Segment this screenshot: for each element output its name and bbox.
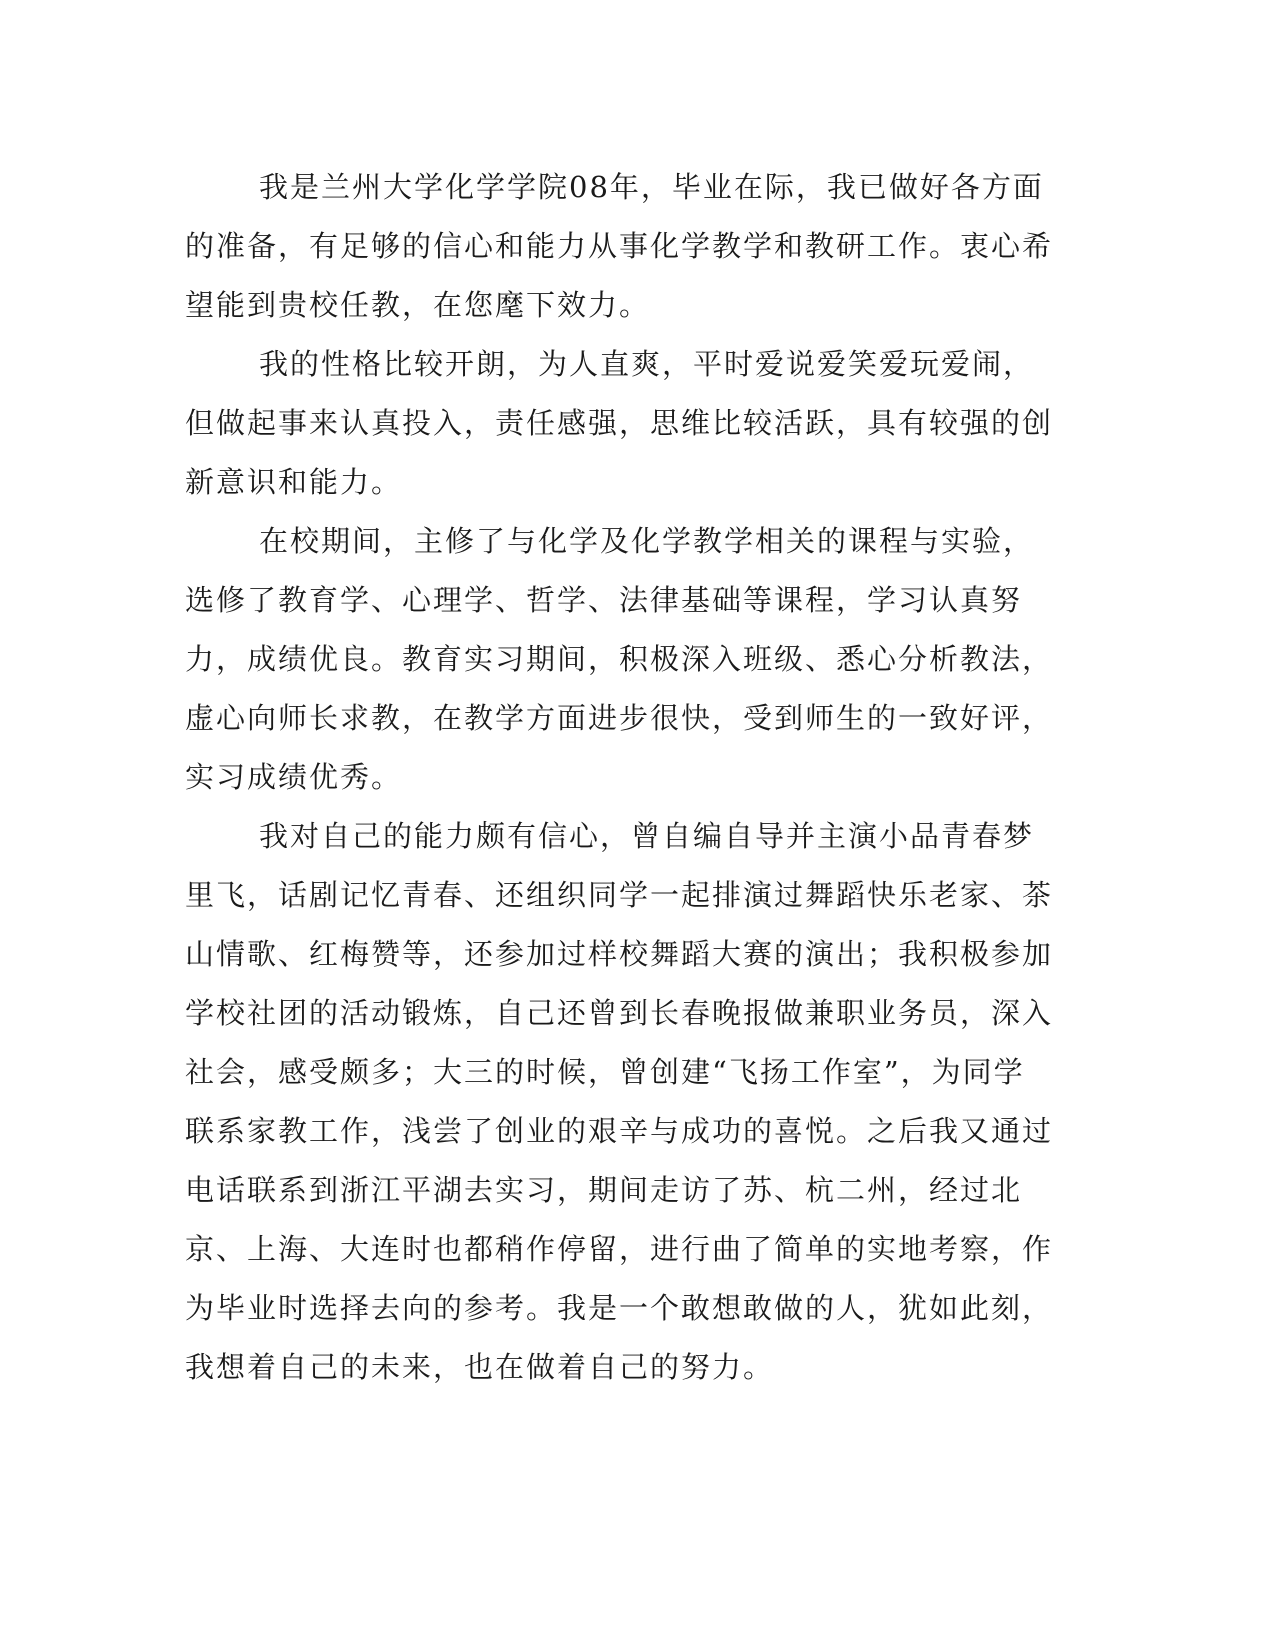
document-body [185,158,1055,1397]
paragraph-studies: 在校期间，主修了与化学及化学教学相关的课程与实验，选修了教育学、心理学、哲学、法律基础等课程，学习认真努力，成绩优良。教育实习期间，积极深入班级、悉心分析教法，虚心向师长求教，在教学方面进步很快，受到师生的一致好评，实习成绩优秀。 [185,524,1054,794]
paragraph-personality: 我的性格比较开朗，为人直爽，平时爱说爱笑爱玩爱闹，但做起事来认真投入，责任感强，思维比较活跃，具有较强的创新意识和能力。 [185,347,1054,499]
paragraph-activities: 我对自己的能力颇有信心，曾自编自导并主演小品青春梦里飞，话剧记忆青春、还组织同学一起排演过舞蹈快乐老家、茶山情歌、红梅赞等，还参加过样校舞蹈大赛的演出；我积极参加学校社团的活动锻炼，自己还曾到长春晚报做兼职业务员，深入社会，感受颇多；大三的时候，曾创建“飞扬工作室”，为同学联系家教工作，浅尝了创业的艰辛与成功的喜悦。之后我又通过电话联系到浙江平湖去实习，期间走访了苏、杭二州，经过北京、上海、大连时也都稍作停留，进行曲了简单的实地考察，作为毕业时选择去向的参考。我是一个敢想敢做的人，犹如此刻，我想着自己的未来，也在做着自己的努力。 [185,819,1054,1384]
paragraph-intro: 我是兰州大学化学学院08年，毕业在际，我已做好各方面的准备，有足够的信心和能力从事化学教学和教研工作。衷心希望能到贵校任教，在您麾下效力。 [185,170,1054,322]
